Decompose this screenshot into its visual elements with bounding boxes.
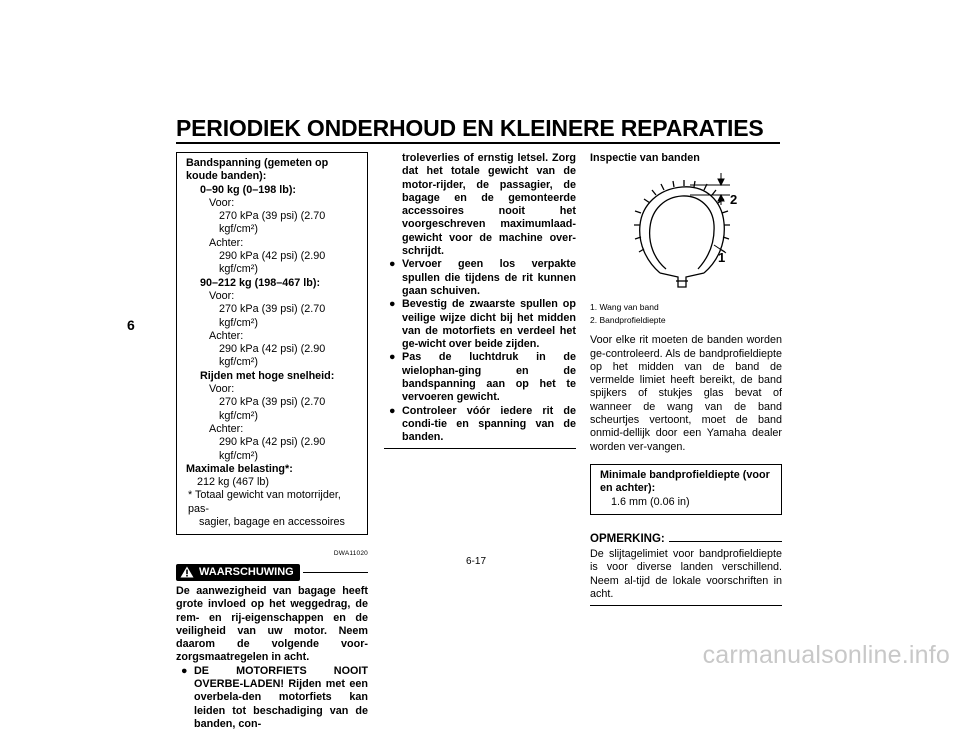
page-title: PERIODIEK ONDERHOUD EN KLEINERE REPARATIES: [176, 115, 764, 141]
max-load-label: Maximale belasting*:: [186, 462, 293, 475]
warning-bullet-text: Vervoer geen los verpakte spullen die tijdens de rit kunnen gaan schuiven.: [402, 258, 576, 297]
tire-pressure-spec-box: [176, 152, 368, 535]
bullet-icon: ●: [389, 298, 396, 311]
rear-label: Achter:: [209, 422, 244, 435]
front-label: Voor:: [209, 383, 235, 396]
note-rule: [669, 541, 782, 542]
page-number: 6-17: [466, 556, 487, 567]
spec-group-label: 90–212 kg (198–467 lb):: [200, 276, 321, 289]
tire-diagram: [590, 165, 782, 295]
chapter-tab: 6: [127, 317, 135, 333]
note-header: [590, 533, 782, 546]
column-middle: [384, 152, 576, 449]
front-value: 270 kPa (39 psi) (2.70 kgf/cm²): [219, 303, 326, 329]
warning-badge: [176, 564, 300, 581]
note-end-rule: [590, 605, 782, 606]
column-left: [176, 152, 368, 731]
warning-triangle-icon: [180, 566, 194, 578]
spec-group-label: Rijden met hoge snelheid:: [200, 369, 335, 382]
inspection-body: Voor elke rit moeten de banden worden ge-controleerd. Als de bandprofieldiepte op het midden van de band de vermelde limiet heeft bereikt, de band spijkers of stukjes glas bevat of wanneer de wang van de band scheurtjes vertoont, moet de band onmid-dellijk door een Yamaha dealer worden ver-vangen.: [590, 334, 782, 453]
title-rule: [176, 142, 780, 144]
tire-cross-section-illustration: [590, 165, 782, 295]
caption-2: 2. Bandprofieldiepte: [590, 314, 666, 325]
bullet-icon: ●: [389, 404, 396, 417]
rear-value: 290 kPa (42 psi) (2.90 kgf/cm²): [219, 343, 326, 369]
note-body: De slijtagelimiet voor bandprofieldiepte is voor diverse landen verschillend. Neem al-tijd de lokale voorschriften in acht.: [590, 548, 782, 601]
bullet-icon: ●: [181, 664, 188, 677]
warning-intro: De aanwezigheid van bagage heeft grote invloed op het weggedrag, de rem- en rij-eigenschappen en de veiligheid van uw motor. Neem daarom de volgende voor-zorgsmaatregelen in acht.: [176, 584, 368, 664]
watermark: carmanualsonline.info: [702, 641, 950, 669]
warning-bullet-continued: troleverlies of ernstig letsel. Zorg dat het totale gewicht van de motor-rijder, de passagier, de bagage en de gemonteerde accessoires nooit het voorgeschreven maximumlaad-gewicht voor de machine over-schrijdt.: [402, 152, 576, 258]
callout-2: 2: [730, 192, 738, 208]
footnote-line: * Totaal gewicht van motorrijder, pas-: [188, 489, 341, 515]
warning-bullet: [384, 405, 576, 445]
rear-label: Achter:: [209, 329, 244, 342]
front-value: 270 kPa (39 psi) (2.70 kgf/cm²): [219, 396, 326, 422]
warning-bullet: [176, 665, 368, 731]
warning-rule: [303, 572, 368, 573]
front-label: Voor:: [209, 196, 235, 209]
warning-header: [176, 564, 368, 581]
front-value: 270 kPa (39 psi) (2.70 kgf/cm²): [219, 210, 326, 236]
warning-end-rule: [384, 448, 576, 449]
warning-bullet-text: Bevestig de zwaarste spullen op veilige wijze dicht bij het midden van de motorfiets en verdeel het ge-wicht over beide zijden.: [402, 298, 576, 351]
min-tread-heading: Minimale bandprofieldiepte (voor en achter):: [600, 468, 770, 495]
min-tread-value: 1.6 mm (0.06 in): [611, 495, 690, 508]
rear-label: Achter:: [209, 236, 244, 249]
warning-bullet-text: Controleer vóór iedere rit de condi-tie en spanning van de banden.: [402, 404, 576, 444]
rear-value: 290 kPa (42 psi) (2.90 kgf/cm²): [219, 250, 326, 276]
note-heading: OPMERKING:: [590, 532, 665, 545]
warning-code: DWA11020: [333, 550, 368, 558]
caption-1: 1. Wang van band: [590, 302, 659, 313]
inspection-heading: Inspectie van banden: [590, 152, 700, 164]
warning-badge-label: WAARSCHUWING: [199, 565, 294, 578]
spec-heading: Bandspanning (gemeten op koude banden):: [186, 157, 329, 183]
callout-1: 1: [718, 250, 726, 266]
footnote-line: sagier, bagage en accessoires: [199, 516, 345, 529]
bullet-icon: ●: [389, 258, 396, 271]
rear-value: 290 kPa (42 psi) (2.90 kgf/cm²): [219, 436, 326, 462]
warning-bullet-text: DE MOTORFIETS NOOIT OVERBE-LADEN! Rijden met een overbela-den motorfiets kan leiden tot beschadiging van de banden, con-: [194, 664, 368, 730]
warning-bullet-text: Pas de luchtdruk in de wielophan-ging en de bandspanning aan op het te vervoeren gewicht.: [402, 351, 576, 404]
warning-bullet: [384, 258, 576, 298]
warning-bullet: [384, 298, 576, 351]
max-load-value: 212 kg (467 lb): [197, 476, 270, 489]
column-right: [590, 152, 782, 606]
warning-bullet: [384, 351, 576, 404]
min-tread-depth-box: [590, 464, 782, 515]
bullet-icon: ●: [389, 351, 396, 364]
front-label: Voor:: [209, 289, 235, 302]
spec-group-label: 0–90 kg (0–198 lb):: [200, 183, 297, 196]
